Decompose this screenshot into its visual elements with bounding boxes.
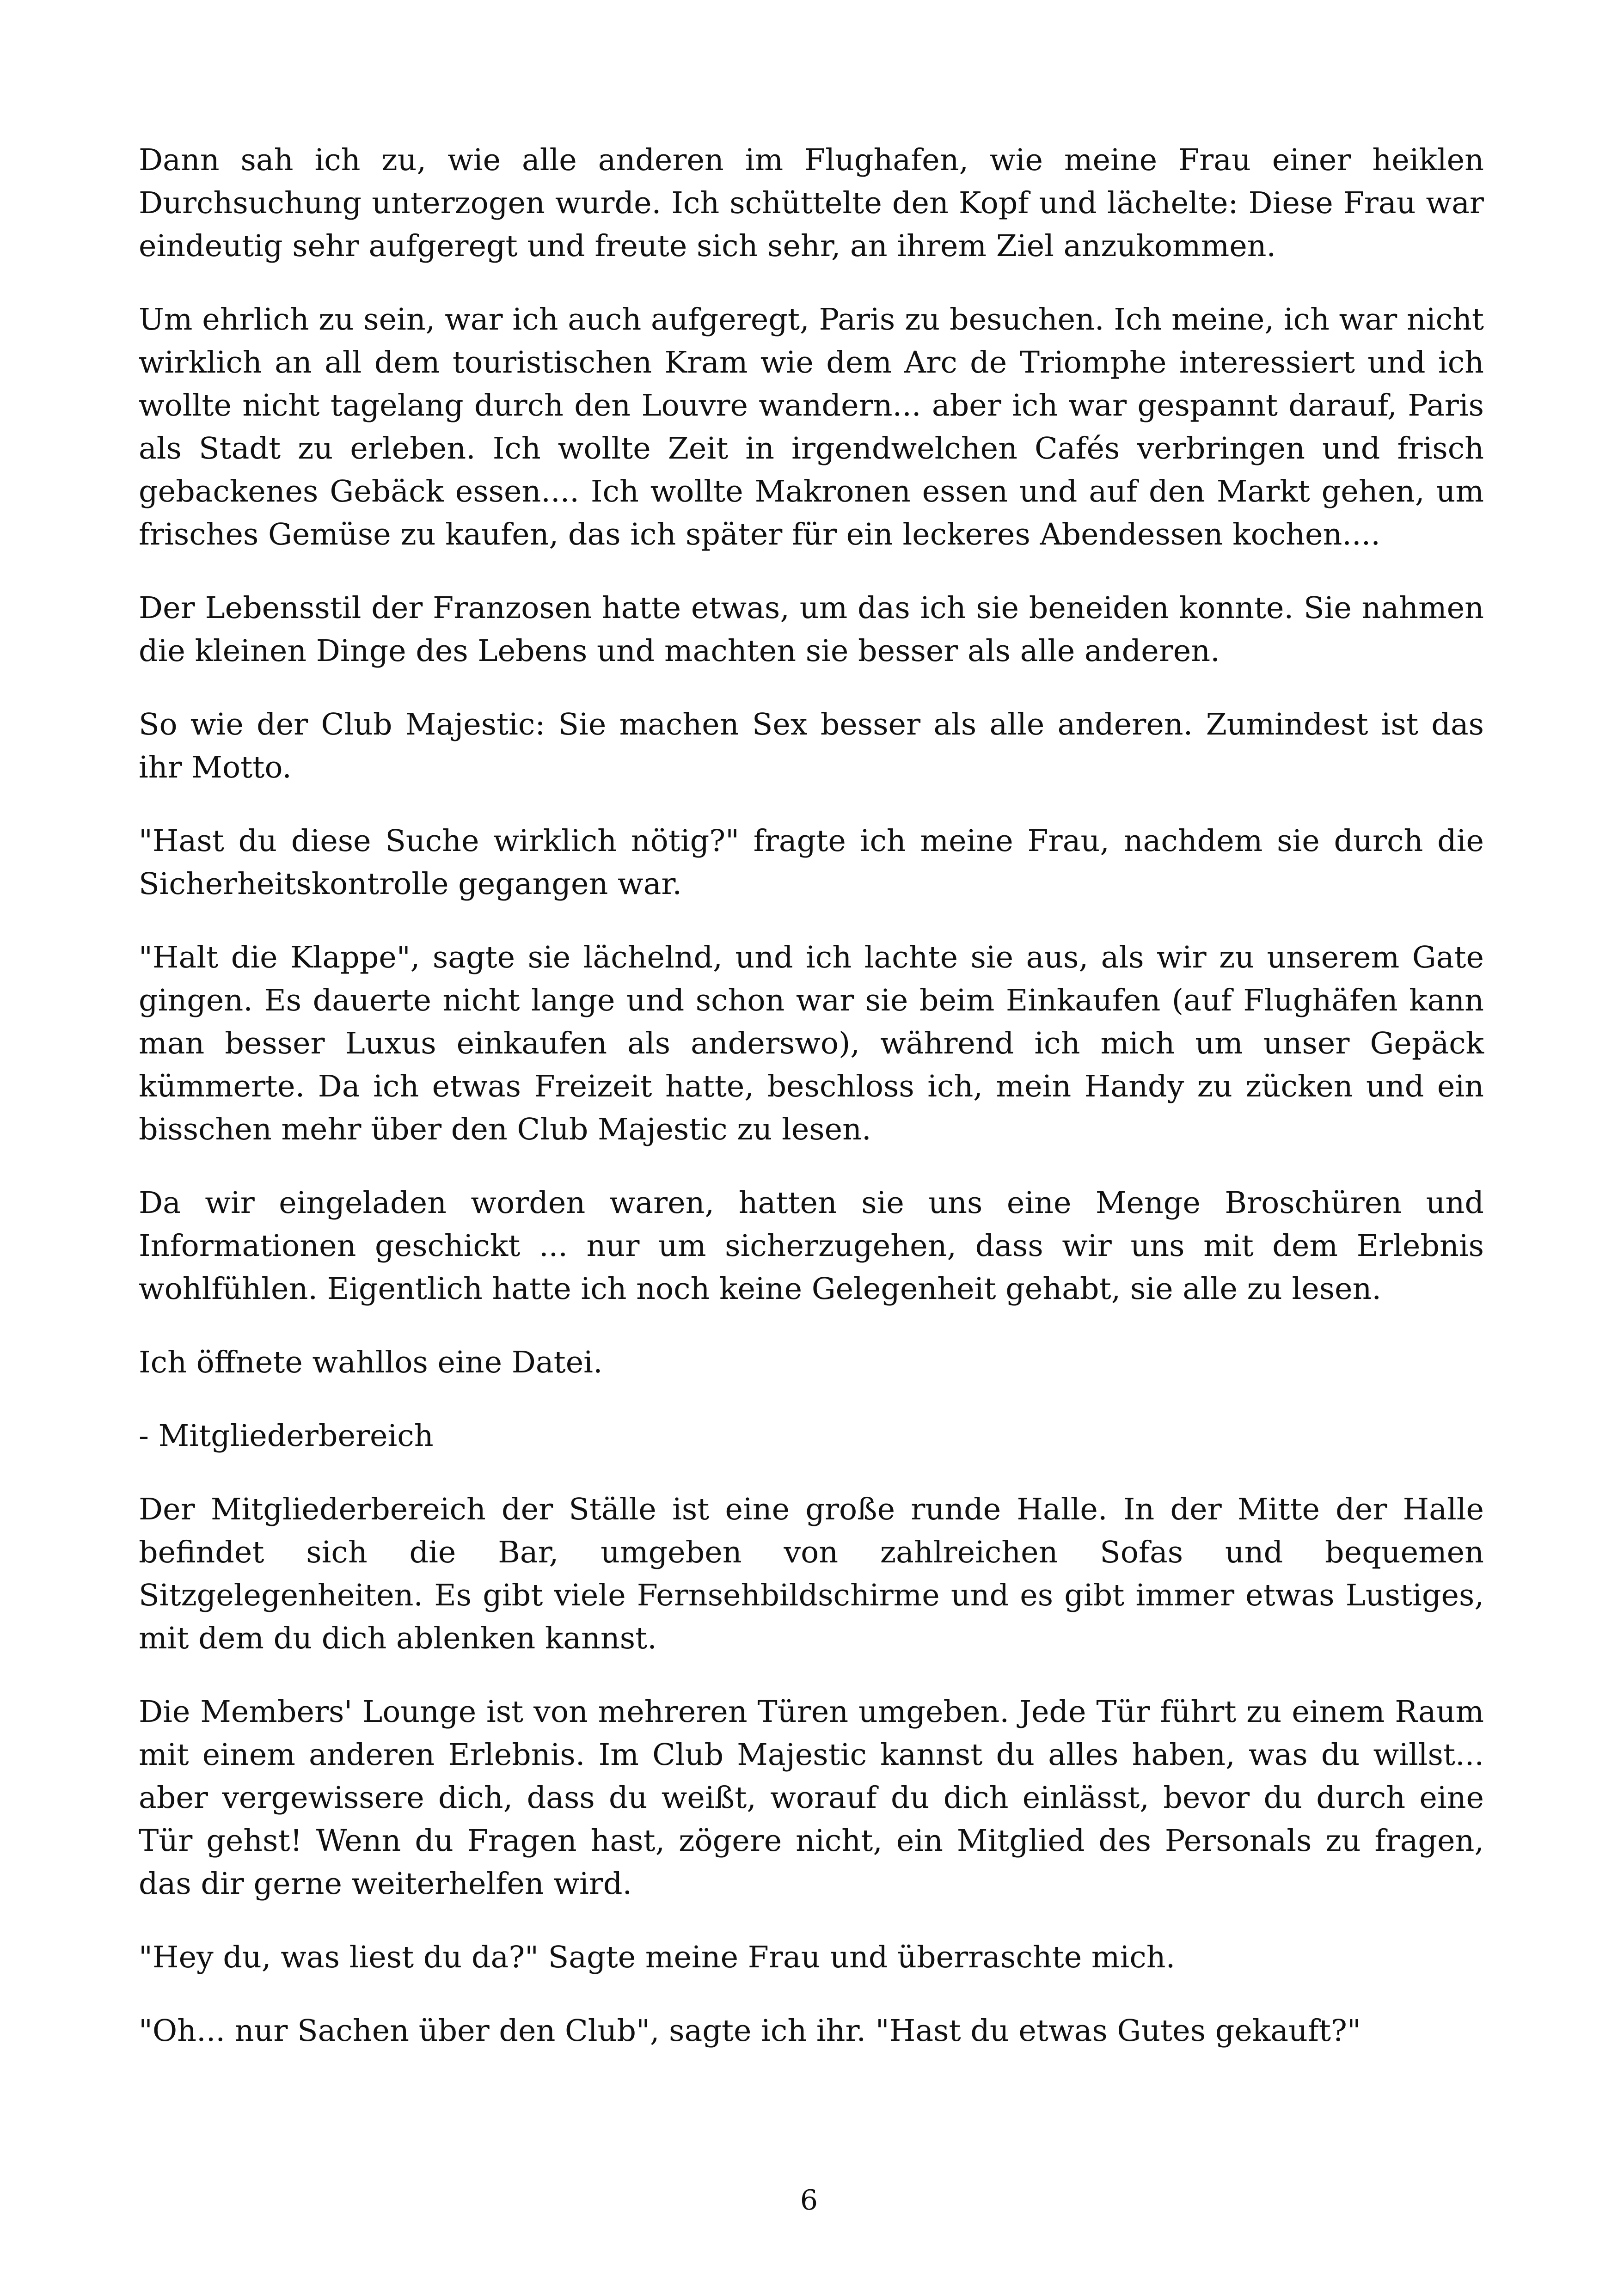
- page-body: [139, 139, 1484, 2126]
- paragraph-13: "Oh... nur Sachen über den Club", sagte ich ihr. "Hast du etwas Gutes gekauft?": [139, 2014, 1361, 2048]
- paragraph-2: Um ehrlich zu sein, war ich auch aufgeregt, Paris zu besuchen. Ich meine, ich war nicht wirklich an all dem touristischen Kram wie dem Arc de Triomphe interessiert und ich wollte nicht tagelang durch den Louvre wandern... aber ich war gespannt darauf, Paris als Stadt zu erleben. Ich wollte Zeit in irgendwelchen Cafés verbringen und frisch gebackenes Gebäck essen.... Ich wollte Makronen essen und auf den Markt gehen, um frisches Gemüse zu kaufen, das ich später für ein leckeres Abendessen kochen....: [139, 302, 1484, 552]
- paragraph-12: "Hey du, was liest du da?" Sagte meine Frau und überraschte mich.: [139, 1940, 1176, 1975]
- paragraph-4: So wie der Club Majestic: Sie machen Sex besser als alle anderen. Zumindest ist das ihr Motto.: [139, 707, 1484, 785]
- paragraph-7: Da wir eingeladen worden waren, hatten sie uns eine Menge Broschüren und Informationen geschickt ... nur um sicherzugehen, dass wir uns mit dem Erlebnis wohlfühlen. Eigentlich hatte ich noch keine Gelegenheit gehabt, sie alle zu lesen.: [139, 1186, 1484, 1306]
- page-number: 6: [800, 2184, 818, 2216]
- paragraph-3: Der Lebensstil der Franzosen hatte etwas, um das ich sie beneiden konnte. Sie nahmen die kleinen Dinge des Lebens und machten sie besser als alle anderen.: [139, 591, 1484, 668]
- paragraph-5: "Hast du diese Suche wirklich nötig?" fragte ich meine Frau, nachdem sie durch die Sicherheitskontrolle gegangen war.: [139, 824, 1484, 901]
- section-heading: - Mitgliederbereich: [139, 1419, 434, 1453]
- paragraph-6: "Halt die Klappe", sagte sie lächelnd, und ich lachte sie aus, als wir zu unserem Gate gingen. Es dauerte nicht lange und schon war sie beim Einkaufen (auf Flughäfen kann man besser Luxus einkaufen als anderswo), während ich mich um unser Gepäck kümmerte. Da ich etwas Freizeit hatte, beschloss ich, mein Handy zu zücken und ein bisschen mehr über den Club Majestic zu lesen.: [139, 940, 1484, 1147]
- paragraph-10: Der Mitgliederbereich der Ställe ist eine große runde Halle. In der Mitte der Halle befindet sich die Bar, umgeben von zahlreichen Sofas und bequemen Sitzgelegenheiten. Es gibt viele Fernsehbildschirme und es gibt immer etwas Lustiges, mit dem du dich ablenken kannst.: [139, 1492, 1484, 1656]
- paragraph-1: Dann sah ich zu, wie alle anderen im Flughafen, wie meine Frau einer heiklen Durchsuchung unterzogen wurde. Ich schüttelte den Kopf und lächelte: Diese Frau war eindeutig sehr aufgeregt und freute sich sehr, an ihrem Ziel anzukommen.: [139, 143, 1484, 263]
- paragraph-11: Die Members' Lounge ist von mehreren Türen umgeben. Jede Tür führt zu einem Raum mit einem anderen Erlebnis. Im Club Majestic kannst du alles haben, was du willst... aber vergewissere dich, dass du weißt, worauf du dich einlässt, bevor du durch eine Tür gehst! Wenn du Fragen hast, zögere nicht, ein Mitglied des Personals zu fragen, das dir gerne weiterhelfen wird.: [139, 1695, 1484, 1901]
- paragraph-8: Ich öffnete wahllos eine Datei.: [139, 1345, 603, 1380]
